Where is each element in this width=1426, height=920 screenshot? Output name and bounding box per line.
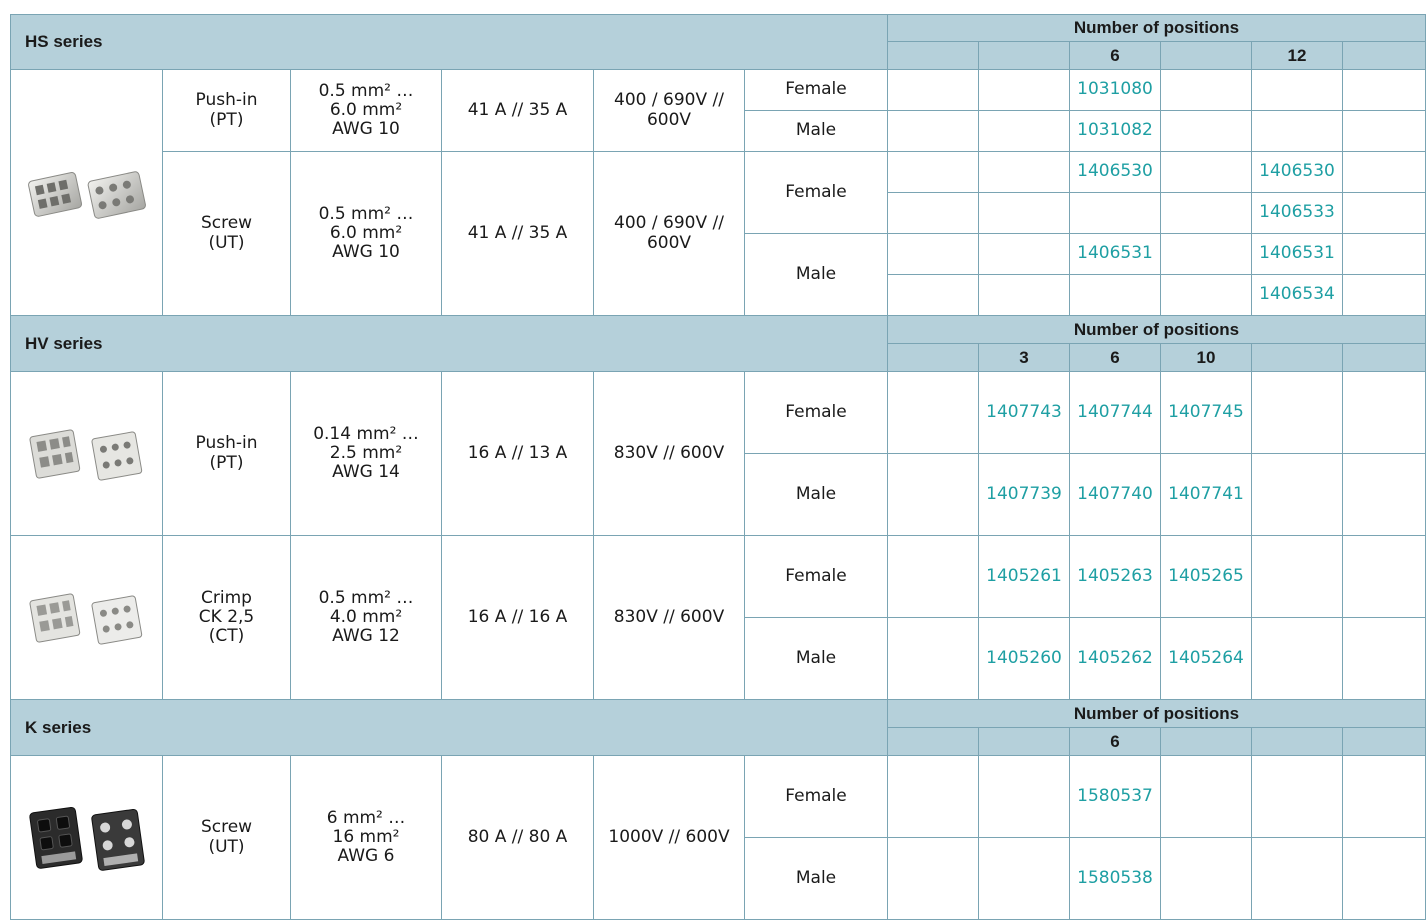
grey-connector-pair-image (25, 423, 149, 485)
order-number[interactable]: 1407740 (1070, 454, 1161, 536)
hs-connector-image (10, 70, 163, 316)
order-number[interactable]: 1580537 (1070, 756, 1161, 838)
empty-cell (1161, 756, 1252, 838)
connection-type: Crimp CK 2,5 (CT) (163, 536, 291, 700)
order-number[interactable]: 1406530 (1070, 152, 1161, 193)
order-number[interactable]: 1407744 (1070, 372, 1161, 454)
empty-cell (1252, 70, 1343, 111)
k-connector-image (10, 756, 163, 920)
current-rating: 80 A // 80 A (442, 756, 594, 920)
position-col: 6 (1070, 344, 1161, 372)
grey-connector-pair-image (25, 587, 149, 649)
gender-label: Female (745, 152, 888, 234)
voltage-rating: 1000V // 600V (594, 756, 745, 920)
empty-cell (888, 536, 979, 618)
empty-cell (1252, 618, 1343, 700)
position-col: 6 (1070, 42, 1161, 70)
gender-label: Male (745, 838, 888, 920)
empty-cell (1252, 454, 1343, 536)
positions-header: Number of positions (888, 316, 1426, 344)
hv-pushin-connector-image (10, 372, 163, 536)
empty-cell (888, 372, 979, 454)
position-col (888, 728, 979, 756)
conductor-range: 0.5 mm² … 4.0 mm² AWG 12 (291, 536, 442, 700)
empty-cell (979, 275, 1070, 316)
conductor-range: 6 mm² … 16 mm² AWG 6 (291, 756, 442, 920)
position-col (979, 42, 1070, 70)
order-number[interactable]: 1407741 (1161, 454, 1252, 536)
position-col (1343, 344, 1426, 372)
current-rating: 41 A // 35 A (442, 70, 594, 152)
empty-cell (1343, 152, 1426, 193)
empty-cell (1343, 454, 1426, 536)
empty-cell (1161, 275, 1252, 316)
empty-cell (1252, 756, 1343, 838)
empty-cell (1343, 70, 1426, 111)
empty-cell (979, 756, 1070, 838)
empty-cell (1161, 70, 1252, 111)
empty-cell (888, 70, 979, 111)
position-col (1343, 728, 1426, 756)
connection-type: Push-in (PT) (163, 70, 291, 152)
empty-cell (1343, 193, 1426, 234)
empty-cell (1161, 111, 1252, 152)
order-number[interactable]: 1405263 (1070, 536, 1161, 618)
empty-cell (1252, 536, 1343, 618)
gender-label: Male (745, 111, 888, 152)
gender-label: Female (745, 756, 888, 838)
empty-cell (979, 111, 1070, 152)
connection-type: Push-in (PT) (163, 372, 291, 536)
empty-cell (1161, 193, 1252, 234)
empty-cell (888, 838, 979, 920)
voltage-rating: 830V // 600V (594, 536, 745, 700)
empty-cell (1343, 536, 1426, 618)
empty-cell (888, 111, 979, 152)
position-col: 10 (1161, 344, 1252, 372)
positions-header: Number of positions (888, 14, 1426, 42)
empty-cell (1252, 111, 1343, 152)
product-table (10, 14, 1426, 918)
black-connector-pair-image (25, 798, 149, 878)
empty-cell (888, 234, 979, 275)
order-number[interactable]: 1405262 (1070, 618, 1161, 700)
position-col (1343, 42, 1426, 70)
empty-cell (1343, 618, 1426, 700)
order-number[interactable]: 1407745 (1161, 372, 1252, 454)
empty-cell (1161, 234, 1252, 275)
order-number[interactable]: 1407739 (979, 454, 1070, 536)
empty-cell (888, 193, 979, 234)
voltage-rating: 830V // 600V (594, 372, 745, 536)
order-number[interactable]: 1406530 (1252, 152, 1343, 193)
position-col (1252, 728, 1343, 756)
position-col (1161, 42, 1252, 70)
gender-label: Male (745, 454, 888, 536)
gender-label: Male (745, 234, 888, 316)
series-title-hv: HV series (10, 316, 888, 372)
connection-type: Screw (UT) (163, 756, 291, 920)
position-col (1252, 344, 1343, 372)
order-number[interactable]: 1406534 (1252, 275, 1343, 316)
position-col: 3 (979, 344, 1070, 372)
current-rating: 16 A // 13 A (442, 372, 594, 536)
empty-cell (1252, 838, 1343, 920)
position-col: 12 (1252, 42, 1343, 70)
empty-cell (1343, 275, 1426, 316)
empty-cell (888, 618, 979, 700)
order-number[interactable]: 1405265 (1161, 536, 1252, 618)
empty-cell (979, 234, 1070, 275)
gender-label: Female (745, 536, 888, 618)
hv-crimp-connector-image (10, 536, 163, 700)
order-number[interactable]: 1406531 (1070, 234, 1161, 275)
empty-cell (1343, 372, 1426, 454)
empty-cell (1343, 234, 1426, 275)
empty-cell (1161, 838, 1252, 920)
current-rating: 41 A // 35 A (442, 152, 594, 316)
connection-type: Screw (UT) (163, 152, 291, 316)
empty-cell (888, 756, 979, 838)
conductor-range: 0.5 mm² … 6.0 mm² AWG 10 (291, 152, 442, 316)
positions-header: Number of positions (888, 700, 1426, 728)
gender-label: Female (745, 372, 888, 454)
empty-cell (1070, 193, 1161, 234)
conductor-range: 0.14 mm² … 2.5 mm² AWG 14 (291, 372, 442, 536)
empty-cell (1343, 756, 1426, 838)
empty-cell (1343, 111, 1426, 152)
position-col (1161, 728, 1252, 756)
voltage-rating: 400 / 690V // 600V (594, 152, 745, 316)
empty-cell (979, 193, 1070, 234)
empty-cell (888, 275, 979, 316)
empty-cell (1070, 275, 1161, 316)
order-number[interactable]: 1406531 (1252, 234, 1343, 275)
grey-connector-pair-image (25, 162, 149, 224)
order-number[interactable]: 1580538 (1070, 838, 1161, 920)
order-number[interactable]: 1031080 (1070, 70, 1161, 111)
empty-cell (1343, 838, 1426, 920)
position-col (888, 42, 979, 70)
conductor-range: 0.5 mm² … 6.0 mm² AWG 10 (291, 70, 442, 152)
empty-cell (979, 152, 1070, 193)
empty-cell (1161, 152, 1252, 193)
order-number[interactable]: 1407743 (979, 372, 1070, 454)
voltage-rating: 400 / 690V // 600V (594, 70, 745, 152)
order-number[interactable]: 1031082 (1070, 111, 1161, 152)
position-col (888, 344, 979, 372)
empty-cell (1252, 372, 1343, 454)
empty-cell (979, 838, 1070, 920)
order-number[interactable]: 1406533 (1252, 193, 1343, 234)
series-title-k: K series (10, 700, 888, 756)
gender-label: Female (745, 70, 888, 111)
empty-cell (888, 454, 979, 536)
series-title-hs: HS series (10, 14, 888, 70)
position-col: 6 (1070, 728, 1161, 756)
empty-cell (979, 70, 1070, 111)
order-number[interactable]: 1405264 (1161, 618, 1252, 700)
order-number[interactable]: 1405260 (979, 618, 1070, 700)
order-number[interactable]: 1405261 (979, 536, 1070, 618)
position-col (979, 728, 1070, 756)
empty-cell (888, 152, 979, 193)
current-rating: 16 A // 16 A (442, 536, 594, 700)
gender-label: Male (745, 618, 888, 700)
